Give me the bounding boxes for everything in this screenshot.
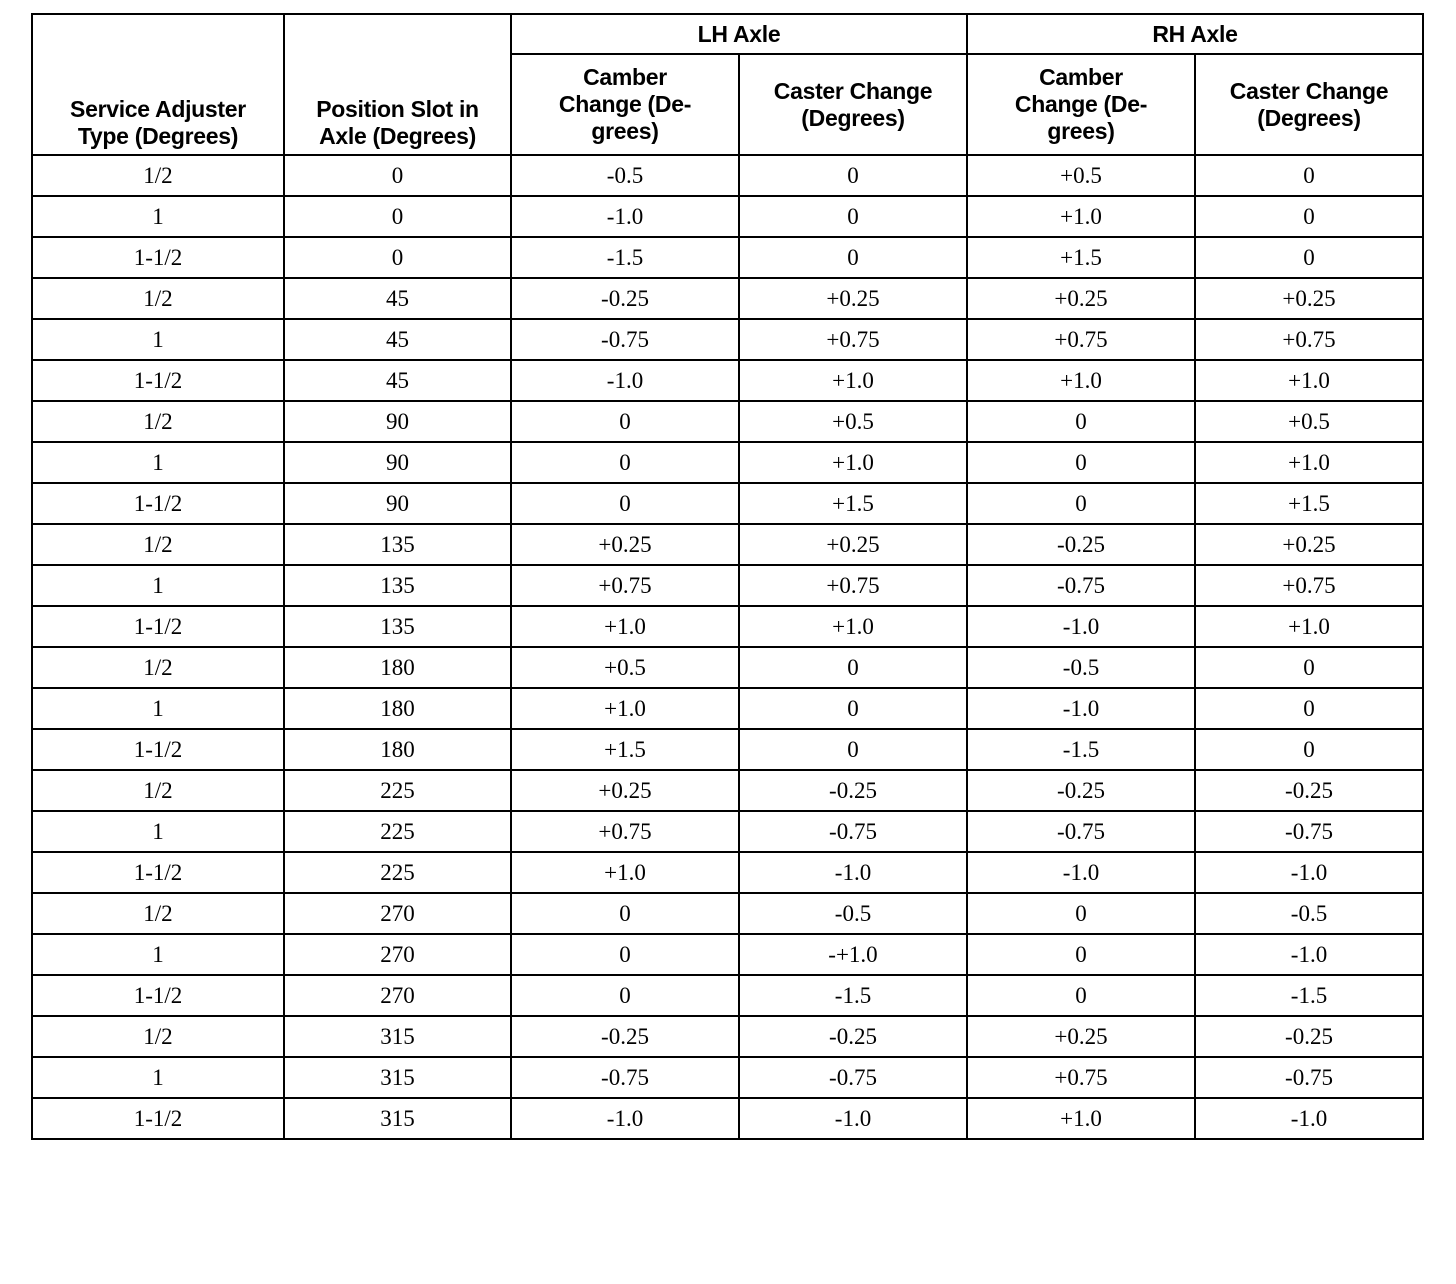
rh-caster-change-cell: -1.5 [1195,975,1423,1016]
service-adjuster-type-cell: 1 [32,934,284,975]
rh-caster-change-cell: -0.75 [1195,1057,1423,1098]
lh-camber-change-cell: 0 [511,893,739,934]
lh-camber-change-cell: -1.0 [511,196,739,237]
table-row [32,442,1423,483]
table-row [32,319,1423,360]
lh-camber-change-cell: 0 [511,483,739,524]
lh-caster-change-cell: 0 [739,196,967,237]
table-row [32,770,1423,811]
lh-camber-change-cell: -1.0 [511,1098,739,1139]
rh-camber-change-cell: -1.5 [967,729,1195,770]
rh-camber-change-cell: 0 [967,934,1195,975]
lh-camber-change-cell: -0.75 [511,1057,739,1098]
table-row [32,196,1423,237]
position-slot-cell: 180 [284,647,511,688]
lh-caster-change-cell: -0.5 [739,893,967,934]
position-slot-cell: 0 [284,155,511,196]
service-adjuster-type-cell: 1 [32,1057,284,1098]
lh-camber-change-cell: 0 [511,934,739,975]
lh-camber-change-cell: +0.5 [511,647,739,688]
service-adjuster-type-cell: 1-1/2 [32,1098,284,1139]
lh-camber-change-cell: -0.5 [511,155,739,196]
header-lh-axle: LH Axle [511,14,967,54]
lh-camber-change-cell: +1.5 [511,729,739,770]
position-slot-cell: 45 [284,319,511,360]
position-slot-cell: 45 [284,278,511,319]
service-adjuster-type-cell: 1-1/2 [32,360,284,401]
lh-camber-change-cell: 0 [511,975,739,1016]
position-slot-cell: 315 [284,1016,511,1057]
header-rh-axle: RH Axle [967,14,1423,54]
rh-camber-change-cell: +1.0 [967,360,1195,401]
lh-caster-change-cell: +1.0 [739,606,967,647]
service-adjuster-type-cell: 1-1/2 [32,237,284,278]
rh-caster-change-cell: +1.0 [1195,606,1423,647]
table-row [32,524,1423,565]
service-adjuster-type-cell: 1/2 [32,1016,284,1057]
header-position-slot: Position Slot in Axle (Degrees) [284,14,511,155]
lh-camber-change-cell: +0.25 [511,524,739,565]
table-row [32,811,1423,852]
header-lh-caster-change: Caster Change (Degrees) [739,54,967,155]
lh-caster-change-cell: 0 [739,729,967,770]
rh-caster-change-cell: 0 [1195,155,1423,196]
lh-camber-change-cell: -0.25 [511,1016,739,1057]
rh-caster-change-cell: +0.75 [1195,565,1423,606]
rh-camber-change-cell: -1.0 [967,688,1195,729]
rh-camber-change-cell: -0.5 [967,647,1195,688]
rh-camber-change-cell: +0.75 [967,1057,1195,1098]
rh-caster-change-cell: +1.5 [1195,483,1423,524]
lh-caster-change-cell: +0.25 [739,524,967,565]
service-adjuster-type-cell: 1/2 [32,155,284,196]
table-row [32,1016,1423,1057]
table-row [32,647,1423,688]
service-adjuster-type-cell: 1 [32,442,284,483]
lh-camber-change-cell: -1.0 [511,360,739,401]
position-slot-cell: 225 [284,811,511,852]
rh-caster-change-cell: -0.25 [1195,1016,1423,1057]
position-slot-cell: 45 [284,360,511,401]
rh-caster-change-cell: 0 [1195,196,1423,237]
lh-caster-change-cell: -0.25 [739,1016,967,1057]
header-rh-caster-change: Caster Change (Degrees) [1195,54,1423,155]
lh-camber-change-cell: -1.5 [511,237,739,278]
rh-camber-change-cell: +1.0 [967,196,1195,237]
lh-caster-change-cell: -0.75 [739,1057,967,1098]
position-slot-cell: 270 [284,975,511,1016]
service-adjuster-type-cell: 1 [32,196,284,237]
rh-caster-change-cell: 0 [1195,729,1423,770]
lh-caster-change-cell: 0 [739,155,967,196]
lh-caster-change-cell: -1.0 [739,1098,967,1139]
table-row [32,155,1423,196]
rh-caster-change-cell: -0.5 [1195,893,1423,934]
lh-caster-change-cell: -1.0 [739,852,967,893]
position-slot-cell: 90 [284,483,511,524]
lh-caster-change-cell: +0.75 [739,319,967,360]
lh-caster-change-cell: -0.25 [739,770,967,811]
rh-camber-change-cell: 0 [967,401,1195,442]
position-slot-cell: 90 [284,442,511,483]
lh-caster-change-cell: +0.25 [739,278,967,319]
service-adjuster-type-cell: 1-1/2 [32,729,284,770]
lh-caster-change-cell: 0 [739,688,967,729]
lh-camber-change-cell: 0 [511,442,739,483]
lh-caster-change-cell: -0.75 [739,811,967,852]
table-row [32,606,1423,647]
service-adjuster-type-cell: 1-1/2 [32,606,284,647]
rh-caster-change-cell: +0.25 [1195,524,1423,565]
table-row [32,401,1423,442]
table-row [32,729,1423,770]
rh-caster-change-cell: -1.0 [1195,1098,1423,1139]
lh-caster-change-cell: +0.75 [739,565,967,606]
rh-camber-change-cell: -0.25 [967,770,1195,811]
header-service-adjuster: Service Adjuster Type (Degrees) [32,14,284,155]
service-adjuster-type-cell: 1 [32,565,284,606]
rh-camber-change-cell: +1.0 [967,1098,1195,1139]
lh-camber-change-cell: 0 [511,401,739,442]
header-row-groups [32,14,1423,54]
service-adjuster-type-cell: 1/2 [32,893,284,934]
position-slot-cell: 270 [284,893,511,934]
rh-camber-change-cell: +0.5 [967,155,1195,196]
lh-caster-change-cell: +1.0 [739,442,967,483]
service-adjuster-type-cell: 1 [32,811,284,852]
rh-camber-change-cell: +0.75 [967,319,1195,360]
service-adjuster-type-cell: 1/2 [32,401,284,442]
lh-caster-change-cell: +1.0 [739,360,967,401]
rh-caster-change-cell: 0 [1195,647,1423,688]
rh-camber-change-cell: 0 [967,893,1195,934]
lh-camber-change-cell: +0.75 [511,811,739,852]
rh-camber-change-cell: 0 [967,442,1195,483]
position-slot-cell: 180 [284,688,511,729]
rh-caster-change-cell: +0.75 [1195,319,1423,360]
lh-caster-change-cell: -+1.0 [739,934,967,975]
service-adjuster-type-cell: 1/2 [32,647,284,688]
header-lh-camber-change: Camber Change (De- grees) [511,54,739,155]
service-adjuster-type-cell: 1/2 [32,524,284,565]
table-row [32,893,1423,934]
table-row [32,1098,1423,1139]
rh-caster-change-cell: -1.0 [1195,852,1423,893]
lh-caster-change-cell: +0.5 [739,401,967,442]
position-slot-cell: 135 [284,524,511,565]
position-slot-cell: 0 [284,237,511,278]
service-adjuster-type-cell: 1-1/2 [32,483,284,524]
lh-caster-change-cell: 0 [739,647,967,688]
rh-camber-change-cell: -0.75 [967,811,1195,852]
rh-camber-change-cell: -1.0 [967,606,1195,647]
position-slot-cell: 135 [284,606,511,647]
table-row [32,278,1423,319]
rh-caster-change-cell: -0.25 [1195,770,1423,811]
table-row [32,1057,1423,1098]
service-adjuster-type-cell: 1/2 [32,770,284,811]
service-adjuster-type-cell: 1 [32,319,284,360]
rh-camber-change-cell: -0.25 [967,524,1195,565]
rh-caster-change-cell: 0 [1195,237,1423,278]
service-adjuster-type-cell: 1/2 [32,278,284,319]
rh-caster-change-cell: -1.0 [1195,934,1423,975]
lh-caster-change-cell: +1.5 [739,483,967,524]
rh-camber-change-cell: 0 [967,483,1195,524]
rh-caster-change-cell: -0.75 [1195,811,1423,852]
lh-camber-change-cell: -0.25 [511,278,739,319]
position-slot-cell: 0 [284,196,511,237]
position-slot-cell: 225 [284,770,511,811]
table-row [32,360,1423,401]
table-row [32,565,1423,606]
rh-camber-change-cell: -1.0 [967,852,1195,893]
service-adjuster-type-cell: 1-1/2 [32,975,284,1016]
position-slot-cell: 315 [284,1057,511,1098]
table-row [32,483,1423,524]
table-header [32,14,1423,155]
table-row [32,852,1423,893]
rh-camber-change-cell: +1.5 [967,237,1195,278]
rh-camber-change-cell: +0.25 [967,278,1195,319]
rh-camber-change-cell: +0.25 [967,1016,1195,1057]
lh-camber-change-cell: +0.25 [511,770,739,811]
lh-camber-change-cell: +0.75 [511,565,739,606]
table-row [32,688,1423,729]
lh-camber-change-cell: -0.75 [511,319,739,360]
position-slot-cell: 315 [284,1098,511,1139]
lh-caster-change-cell: -1.5 [739,975,967,1016]
rh-caster-change-cell: 0 [1195,688,1423,729]
position-slot-cell: 270 [284,934,511,975]
position-slot-cell: 225 [284,852,511,893]
table-row [32,975,1423,1016]
service-adjuster-type-cell: 1 [32,688,284,729]
position-slot-cell: 90 [284,401,511,442]
rh-camber-change-cell: -0.75 [967,565,1195,606]
position-slot-cell: 135 [284,565,511,606]
rh-caster-change-cell: +1.0 [1195,360,1423,401]
position-slot-cell: 180 [284,729,511,770]
table-row [32,237,1423,278]
service-adjuster-type-cell: 1-1/2 [32,852,284,893]
lh-camber-change-cell: +1.0 [511,688,739,729]
lh-camber-change-cell: +1.0 [511,852,739,893]
rh-caster-change-cell: +0.25 [1195,278,1423,319]
rh-camber-change-cell: 0 [967,975,1195,1016]
table-row [32,934,1423,975]
table-body [32,155,1423,1139]
lh-caster-change-cell: 0 [739,237,967,278]
header-rh-camber-change: Camber Change (De- grees) [967,54,1195,155]
adjuster-table [31,13,1424,1140]
rh-caster-change-cell: +0.5 [1195,401,1423,442]
rh-caster-change-cell: +1.0 [1195,442,1423,483]
lh-camber-change-cell: +1.0 [511,606,739,647]
